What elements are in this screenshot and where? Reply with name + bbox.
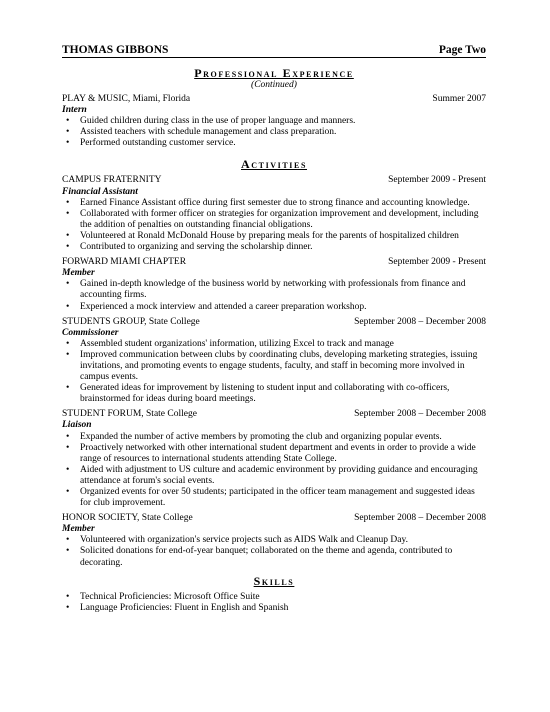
- entry-header: [62, 175, 486, 186]
- bullet-item: • Expanded the number of active members by promoting the club and organizing popular events.: [80, 432, 486, 443]
- skill-item: • Language Proficiencies: Fluent in English and Spanish: [80, 603, 486, 614]
- bullet-item: • Assembled student organizations' information, utilizing Excel to track and manage: [80, 339, 486, 350]
- skills-heading: Skills: [253, 573, 295, 588]
- role-title: Liaison: [62, 420, 92, 431]
- bullet-item: • Improved communication between clubs by coordinating clubs, developing marketing strategies, issuing invitations, and promoting events to engage students, faculty, and staff in becoming more involved in campus events.: [80, 350, 486, 383]
- role-title: Commissioner: [62, 327, 119, 338]
- bullet-item: • Collaborated with former officer on strategies for organization improvement and development, including the addition of penalties on outstanding financial obligations.: [80, 209, 486, 231]
- role-title: Member: [62, 268, 95, 279]
- bullet-item: • Performed outstanding customer service.: [80, 138, 486, 149]
- date-range: Summer 2007: [432, 94, 486, 104]
- page-number: Page Two: [438, 44, 486, 56]
- candidate-name: THOMAS GIBBONS: [62, 44, 169, 56]
- bullet-item: • Organized events for over 50 students; participated in the officer team management and suggested ideas for club improvement.: [80, 487, 486, 509]
- professional-experience-list: [62, 94, 486, 149]
- date-range: September 2009 - Present: [388, 175, 486, 186]
- bullet-list: [62, 279, 486, 312]
- experience-entry: [62, 317, 486, 406]
- bullet-item: • Generated ideas for improvement by listening to student input and collaborating with co-officers, brainstormed for ideas during board meetings.: [80, 383, 486, 405]
- bullet-item: • Volunteered at Ronald McDonald House by preparing meals for the parents of hospitalized children: [80, 231, 486, 242]
- skills-entry: [62, 592, 486, 614]
- organization: FORWARD MIAMI CHAPTER: [62, 257, 187, 268]
- bullet-item: • Volunteered with organization's service projects such as AIDS Walk and Cleanup Day.: [80, 535, 486, 546]
- role-title: Intern: [62, 105, 87, 116]
- entry-header: [62, 513, 486, 524]
- resume-page: [62, 44, 486, 614]
- experience-entry: [62, 175, 486, 253]
- organization: PLAY & MUSIC, Miami, Florida: [62, 94, 191, 104]
- page-header: [62, 44, 486, 58]
- activities-list: [62, 175, 486, 568]
- bullet-list: [62, 198, 486, 253]
- experience-entry: [62, 257, 486, 312]
- skill-item: • Technical Proficiencies: Microsoft Office Suite: [80, 592, 486, 603]
- role-title: Member: [62, 524, 95, 535]
- date-range: September 2009 - Present: [388, 257, 486, 268]
- experience-entry: [62, 94, 486, 149]
- bullet-list: [62, 339, 486, 406]
- organization: HONOR SOCIETY, State College: [62, 513, 193, 524]
- role-title: Financial Assistant: [62, 186, 138, 197]
- professional-experience-heading: Professional Experience: [194, 66, 354, 80]
- bullet-item: • Earned Finance Assistant office during first semester due to strong finance and accounting knowledge.: [80, 198, 486, 209]
- bullet-item: • Solicited donations for end-of-year banquet; collaborated on the theme and agenda, contributed to decorating.: [80, 546, 486, 568]
- date-range: September 2008 – December 2008: [354, 513, 486, 524]
- continued-label: (Continued): [251, 80, 297, 90]
- bullet-item: • Aided with adjustment to US culture and academic environment by providing guidance and encouraging attendance at forum's social events.: [80, 465, 486, 487]
- organization: CAMPUS FRATERNITY: [62, 175, 162, 186]
- entry-header: [62, 94, 486, 105]
- activities-heading: Activities: [240, 157, 308, 172]
- bullet-list: [62, 116, 486, 149]
- organization: STUDENTS GROUP, State College: [62, 316, 200, 327]
- date-range: September 2008 – December 2008: [354, 316, 486, 327]
- bullet-list: [62, 432, 486, 510]
- experience-entry: [62, 409, 486, 509]
- bullet-item: • Assisted teachers with schedule management and class preparation.: [80, 127, 486, 138]
- bullet-list: [62, 535, 486, 568]
- bullet-item: • Experienced a mock interview and attended a career preparation workshop.: [80, 302, 486, 313]
- entry-header: [62, 257, 486, 268]
- bullet-item: • Gained in-depth knowledge of the business world by networking with professionals from finance and accounting firms.: [80, 279, 486, 301]
- experience-entry: [62, 513, 486, 568]
- bullet-item: • Contributed to organizing and serving the scholarship dinner.: [80, 242, 486, 253]
- entry-header: [62, 317, 486, 328]
- bullet-item: • Guided children during class in the use of proper language and manners.: [80, 116, 486, 127]
- date-range: September 2008 – December 2008: [354, 409, 486, 420]
- entry-header: [62, 409, 486, 420]
- organization: STUDENT FORUM, State College: [62, 409, 197, 420]
- bullet-item: • Proactively networked with other international student department and events in order to provide a wide range of resources to international students attending State College.: [80, 443, 486, 465]
- skills-list: [62, 592, 486, 614]
